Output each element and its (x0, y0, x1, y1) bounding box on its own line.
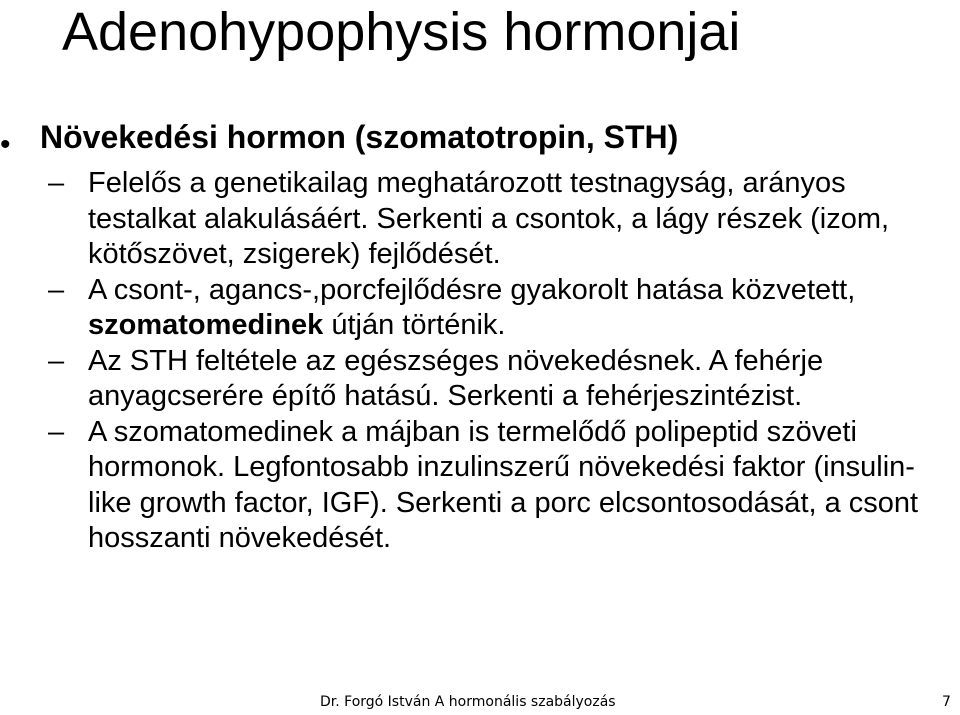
sub-bullet-list (0, 166, 960, 557)
sub-bullet-text: A szomatomedinek a májban is termelődő polipeptid szöveti hormonok. Legfontosabb inzulinszerű növekedési faktor (insulin-like growth factor, IGF). Serkenti a porc elcsontosodását, a csont hosszanti növekedését. (88, 415, 919, 554)
main-bullet-heading: Növekedési hormon (szomatotropin, STH) (40, 119, 679, 155)
sub-bullet-text: Az STH feltétele az egészséges növekedésnek. A fehérje anyagcserére építő hatású. Serkenti a fehérjeszintézist. (88, 344, 824, 412)
bullet-dot-icon: • (0, 128, 11, 161)
dash-icon: – (48, 415, 65, 448)
sub-bullet-text-end: útján történik. (323, 309, 506, 341)
sub-bullet-text: Felelős a genetikailag meghatározott testnagyság, arányos testalkat alakulásáért. Serkenti a csontok, a lágy részek (izom, kötőszövet, zsigerek) fejlődését. (88, 167, 890, 270)
footer-text: Dr. Forgó István A hormonális szabályozás (320, 694, 616, 710)
dash-icon: – (48, 273, 65, 306)
page-number: 7 (942, 694, 951, 710)
sub-bullet-item (0, 344, 960, 415)
dash-icon: – (48, 344, 65, 377)
sub-bullet-item (0, 415, 960, 557)
sub-bullet-item (0, 166, 960, 273)
sub-bullet-bold-term: szomatomedinek (88, 309, 324, 341)
sub-bullet-text: A csont-, agancs-,porcfejlődésre gyakorolt hatása közvetett, (88, 273, 856, 306)
sub-bullet-item (0, 273, 960, 344)
dash-icon: – (48, 167, 65, 199)
slide-title: Adenohypophysis hormonjai (62, 2, 741, 62)
